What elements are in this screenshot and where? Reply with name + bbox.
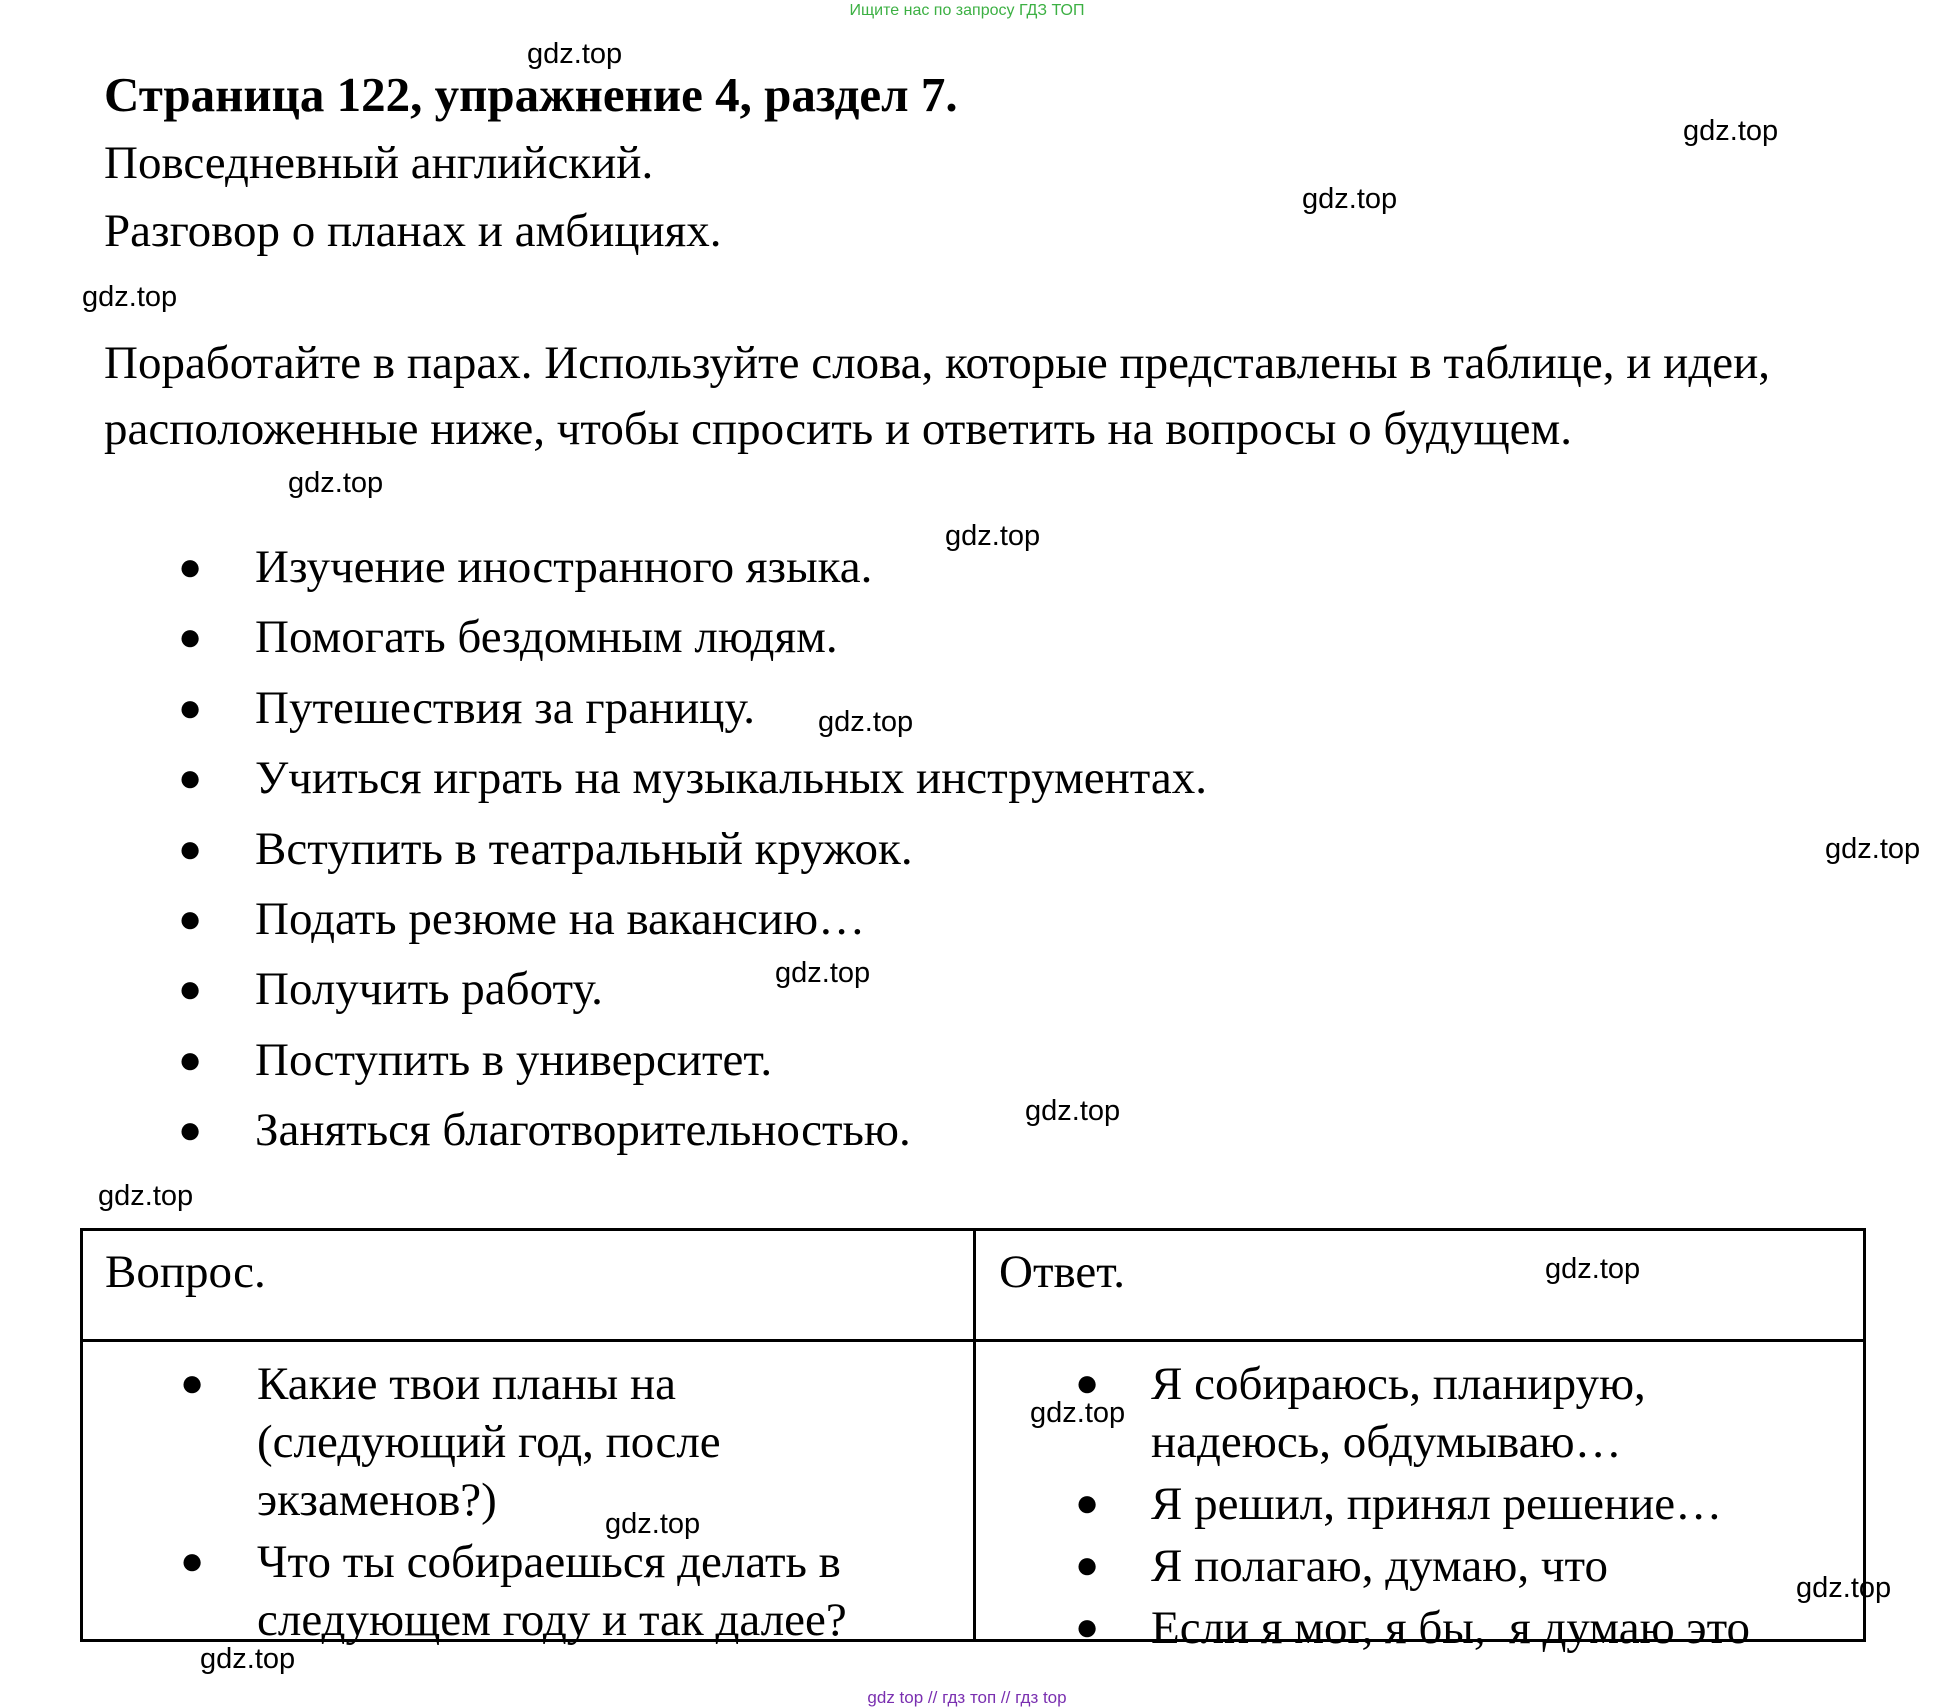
bullet-icon: ●: [178, 544, 203, 589]
bullet-icon: ●: [1075, 1604, 1100, 1649]
watermark: gdz.top: [775, 957, 871, 989]
bullet-icon: ●: [1075, 1542, 1100, 1587]
watermark: gdz.top: [818, 706, 914, 738]
instructions: Поработайте в парах. Используйте слова, которые представлены в таблице, и идеи, расположенные ниже, чтобы спросить и ответить на вопросы о будущем.: [104, 337, 1770, 455]
watermark: gdz.top: [1030, 1397, 1126, 1429]
header-note: Ищите нас по запросу ГДЗ ТОП: [849, 2, 1085, 19]
answer-header: Ответ.: [999, 1246, 1126, 1298]
bullet-icon: ●: [178, 755, 203, 801]
bullet-icon: ●: [1075, 1360, 1100, 1405]
watermark: gdz.top: [1683, 115, 1779, 147]
watermark: gdz.top: [527, 38, 623, 70]
question-header: Вопрос.: [105, 1246, 266, 1298]
phrases-table: [80, 1228, 1866, 1654]
table-divider: [973, 1231, 976, 1639]
answer-item: Я решил, принял решение…: [1151, 1478, 1723, 1530]
watermark: gdz.top: [1825, 833, 1921, 865]
table-divider: [83, 1339, 1863, 1342]
answer-item: Я собираюсь, планирую, надеюсь, обдумываю…: [1151, 1358, 1646, 1468]
bullet-icon: ●: [178, 966, 203, 1012]
bullet-icon: ●: [178, 1036, 203, 1082]
watermark: gdz.top: [98, 1180, 194, 1212]
bullet-icon: ●: [178, 825, 203, 871]
watermark: gdz.top: [1025, 1095, 1121, 1127]
watermark: gdz.top: [1302, 183, 1398, 215]
page-title: Страница 122, упражнение 4, раздел 7.: [104, 67, 958, 122]
watermark: gdz.top: [82, 281, 178, 313]
watermark: gdz.top: [605, 1508, 701, 1540]
answer-item: Если я мог, я бы, я думаю это: [1151, 1602, 1751, 1654]
bullet-icon: ●: [180, 1360, 205, 1405]
question-item: Что ты собираешься делать в следующем году и так далее?: [257, 1536, 847, 1646]
bullet-icon: ●: [180, 1538, 205, 1583]
bullet-icon: ●: [178, 1107, 203, 1153]
watermark: gdz.top: [200, 1643, 296, 1675]
footer-note: gdz top // гдз топ // гдз top: [867, 1688, 1067, 1707]
bullet-icon: ●: [178, 895, 203, 941]
bullet-icon: ●: [1075, 1480, 1100, 1525]
watermark: gdz.top: [1796, 1572, 1892, 1604]
answer-item: Я полагаю, думаю, что: [1151, 1540, 1608, 1592]
subtitle-everyday-english: Повседневный английский.: [104, 137, 654, 189]
watermark: gdz.top: [945, 520, 1041, 552]
watermark: gdz.top: [288, 467, 384, 499]
watermark: gdz.top: [1545, 1253, 1641, 1285]
question-item: Какие твои планы на (следующий год, после экзаменов?): [257, 1358, 721, 1526]
bullet-icon: ●: [178, 684, 203, 730]
subtitle-plans-ambitions: Разговор о планах и амбициях.: [104, 205, 722, 257]
bullet-icon: ●: [178, 614, 203, 660]
